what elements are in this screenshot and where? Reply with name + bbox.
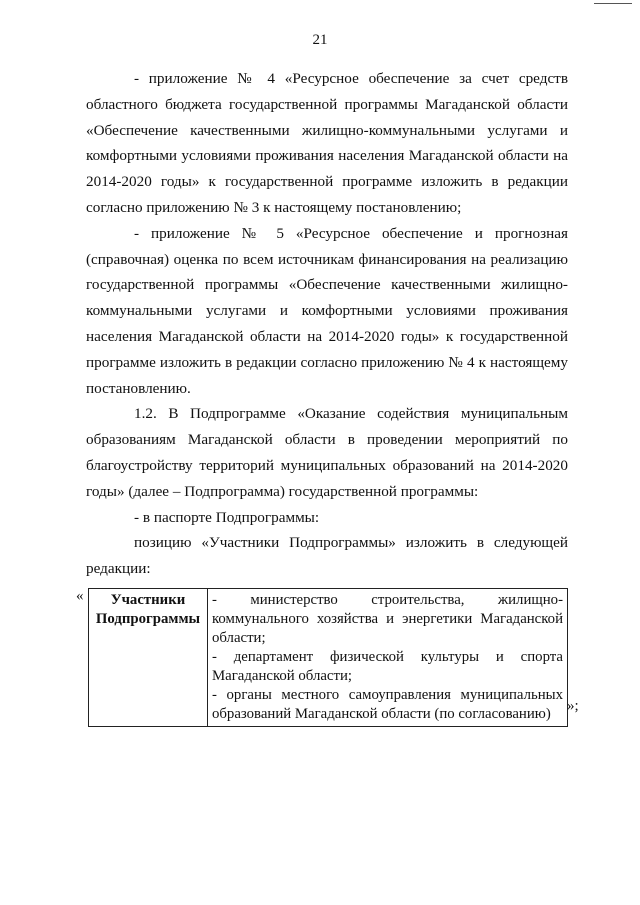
list-item: - органы местного самоуправления муниципальных образований Магаданской области (по согласованию) xyxy=(212,687,563,722)
corner-mark-line xyxy=(594,3,632,4)
close-quote: »; xyxy=(567,698,579,714)
participants-label: Участники Подпрограммы xyxy=(89,589,208,727)
paragraph-subprogram: 1.2. В Подпрограмме «Оказание содействия муниципальным образованиям Магаданской области в проведении мероприятий по благоустройству территорий муниципальных образований на 2014-2020 годы» (далее – Подпрограмма) государственной программы: xyxy=(86,405,568,500)
paragraph-passport: - в паспорте Подпрограммы: xyxy=(134,508,320,526)
page-number: 21 xyxy=(312,32,328,48)
open-quote: « xyxy=(76,588,84,604)
list-item: - департамент физической культуры и спорта Магаданской области; xyxy=(212,649,563,684)
participants-table xyxy=(88,588,568,727)
list-item: - министерство строительства, жилищно-коммунального хозяйства и энергетики Магаданской области; xyxy=(212,592,563,646)
document-body xyxy=(86,66,568,582)
participants-list xyxy=(208,589,568,727)
table-row xyxy=(89,589,568,727)
paragraph-appendix-4: - приложение № 4 «Ресурсное обеспечение за счет средств областного бюджета государственной программы Магаданской области «Обеспечение качественными жилищно-коммунальными услугами и комфортными условиями проживания населения Магаданской области на 2014-2020 годы» к государственной программе изложить в редакции согласно приложению № 3 к настоящему постановлению; xyxy=(86,70,568,216)
paragraph-appendix-5: - приложение № 5 «Ресурсное обеспечение и прогнозная (справочная) оценка по всем источникам финансирования на реализацию государственной программы «Обеспечение качественными жилищно-коммунальными услугами и комфортными условиями проживания населения Магаданской области на 2014-2020 годы» к государственной программе изложить в редакции согласно приложению № 4 к настоящему постановлению. xyxy=(86,224,568,397)
paragraph-position: позицию «Участники Подпрограммы» изложить в следующей редакции: xyxy=(86,534,568,578)
